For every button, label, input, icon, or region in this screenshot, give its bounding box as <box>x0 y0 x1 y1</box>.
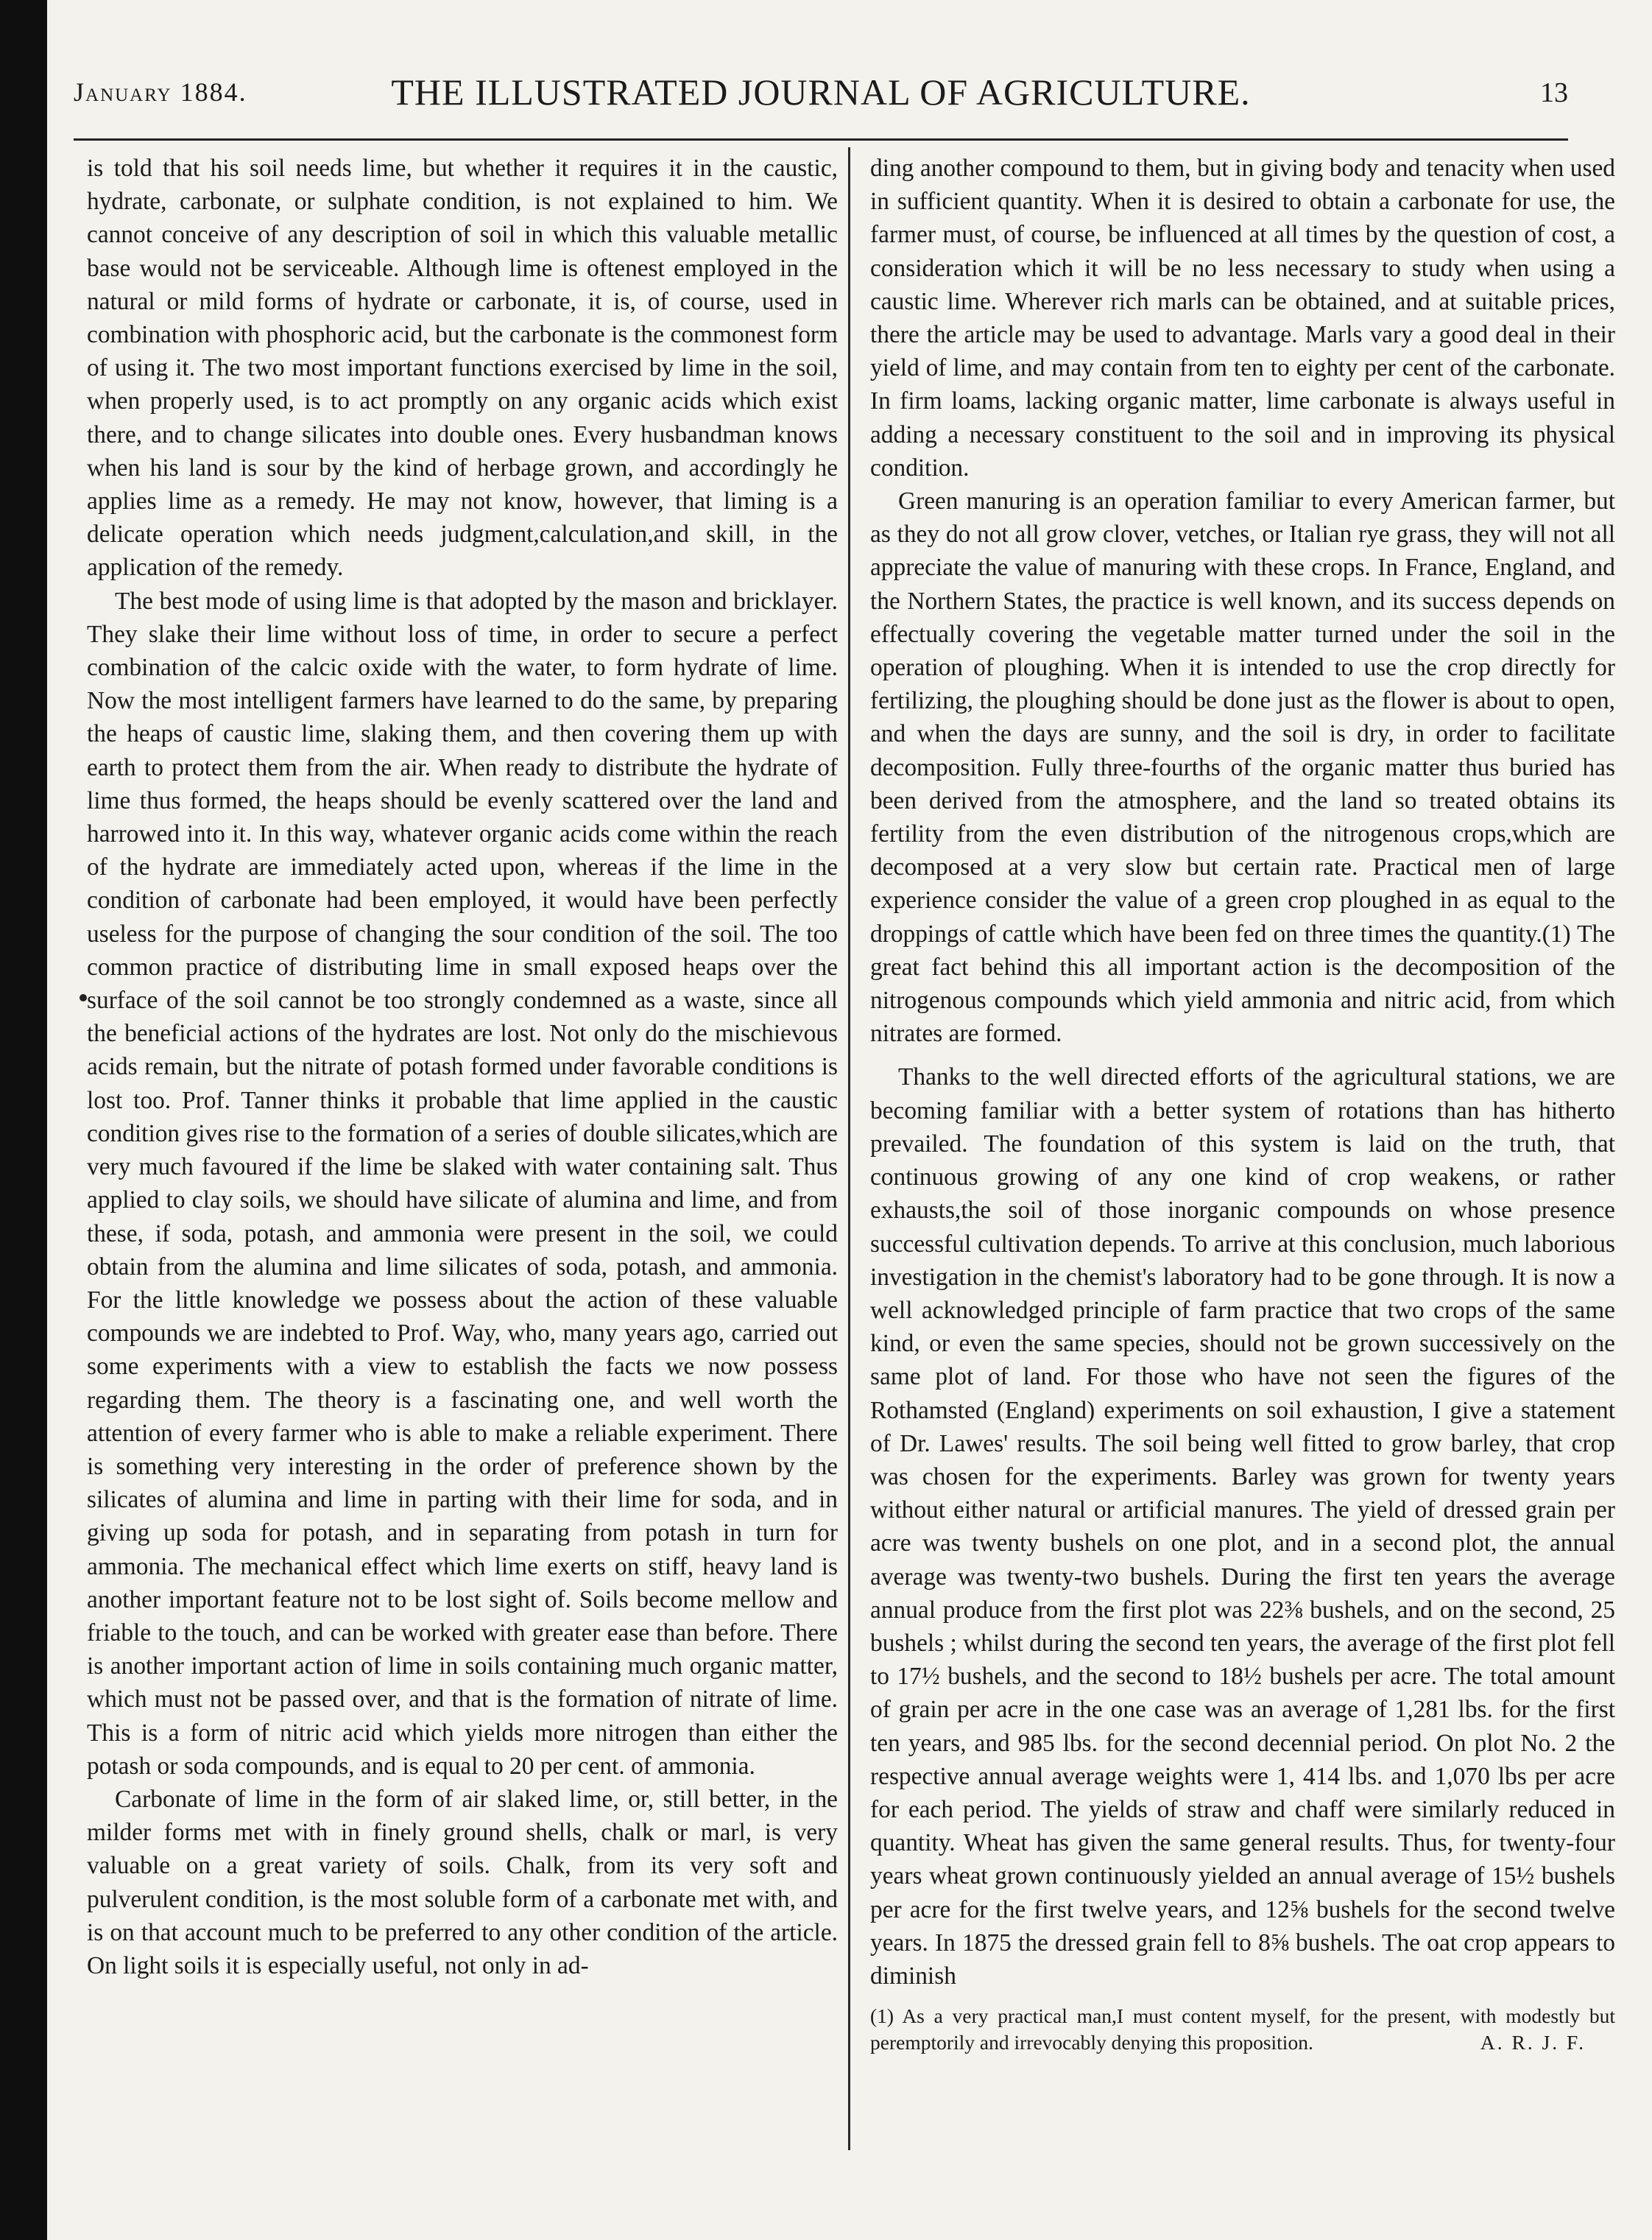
paragraph: ding another compound to them, but in giving body and tenacity when used in sufficient quantity. When it is desired to obtain a carbonate for use, the farmer must, of course, be influenced at all times by the question of cost, a consideration which it will be no less necessary to study when using a caustic lime. Wherever rich marls can be obtained, and at suitable prices, there the article may be used to advantage. Marls vary a good deal in their yield of lime, and may contain from ten to eighty per cent of the carbonate. In firm loams, lacking organic matter, lime carbonate is always useful in adding a necessary constituent to the soil and in improving its physical condition. <box>870 155 1615 482</box>
scan-speck <box>80 994 87 1001</box>
paragraph: The best mode of using lime is that adopted by the mason and bricklayer. They slake their lime without loss of time, in order to secure a perfect combination of the calcic oxide with the water, to form hydrate of lime. Now the most intelligent farmers have learned to do the same, by preparing the heaps of caustic lime, slaking them, and then covering them up with earth to protect them from the air. When ready to distribute the hydrate of lime thus formed, the heaps should be evenly scattered over the land and harrowed into it. In this way, whatever organic acids come within the reach of the hydrate are immediately acted upon, whereas if the lime in the condition of carbonate had been employed, it would have been perfectly useless for the purpose of changing the sour condition of the soil. The too common practice of distributing lime in small exposed heaps over the surface of the soil cannot be too strongly condemned as a waste, since all the beneficial actions of the hydrates are lost. Not only do the mischievous acids remain, but the nitrate of potash formed under favorable conditions is lost too. Prof. Tanner thinks it probable that lime applied in the caustic condition gives rise to the formation of a series of double silicates,which are very much favoured if the lime be slaked with water containing salt. Thus applied to clay soils, we should have silicate of alumina and lime, and from these, if soda, potash, and ammonia were present in the soil, we could obtain from the alumina and lime silicates of soda, potash, and ammonia. For the little knowledge we possess about the action of these valuable compounds we are indebted to Prof. Way, who, many years ago, carried out some experiments with a view to establish the facts we now possess regarding them. The theory is a fascinating one, and well worth the attention of every farmer who is able to make a reliable experiment. There is something very interesting in the order of preference shown by the silicates of alumina and lime in parting with their lime for soda, and in giving up soda for potash, and in separating from potash in turn for ammonia. The mechanical effect which lime exerts on stiff, heavy land is another important feature not to be lost sight of. Soils become mellow and friable to the touch, and can be worked with greater ease than before. There is another important action of lime in soils containing much organic matter, which must not be passed over, and that is the formation of nitrate of lime. This is a form of nitric acid which yields more nitrogen than either the potash or soda compounds, and is equal to 20 per cent. of ammonia. <box>87 587 838 1780</box>
footnote-signature: A. R. J. F. <box>1480 2031 1586 2054</box>
header-rule <box>74 138 1568 141</box>
paragraph: is told that his soil needs lime, but whether it requires it in the caustic, hydrate, carbonate, or sulphate condition, is not explained to him. We cannot conceive of any description of soil in which this valuable metallic base would not be serviceable. Although lime is oftenest employed in the natural or mild forms of hydrate or carbonate, it is, of course, used in combination with phosphoric acid, but the carbonate is the commonest form of using it. The two most important functions exercised by lime in the soil, when properly used, is to act promptly on any organic acids which exist there, and to change silicates into double ones. Every husbandman knows when his land is sour by the kind of herbage grown, and accordingly he applies lime as a remedy. He may not know, however, that liming is a delicate operation which needs judgment,calculation,and skill, in the application of the remedy. <box>87 155 838 582</box>
page-number: 13 <box>1540 77 1568 108</box>
column-divider <box>848 147 850 2150</box>
scan-edge <box>0 0 47 2240</box>
footnote-text: (1) As a very practical man,I must content myself, for the present, with modestly but peremptorily and irrevocably denying this proposition. <box>870 2004 1615 2054</box>
journal-title: THE ILLUSTRATED JOURNAL OF AGRICULTURE. <box>391 71 1251 113</box>
paragraph: Green manuring is an operation familiar to every American farmer, but as they do not all grow clover, vetches, or Italian rye grass, they will not all appreciate the value of manuring with these crops. In France, England, and the Northern States, the practice is well known, and its success depends on effectually covering the vegetable matter turned under the soil in the operation of ploughing. When it is intended to use the crop directly for fertilizing, the ploughing should be done just as the flower is about to open, and when the days are sunny, and the soil is dry, in order to facilitate decomposition. Fully three-fourths of the organic matter thus buried has been derived from the atmosphere, and the land so treated obtains its fertility from the even distribution of the nitrogenous crops,which are decomposed at a very slow but certain rate. Practical men of large experience consider the value of a green crop ploughed in as equal to the droppings of cattle which have been fed on three times the quantity.(1) The great fact behind this all important action is the decomposition of the nitrogenous compounds which yield ammonia and nitric acid, from which nitrates are formed. <box>870 487 1615 1048</box>
footnote <box>870 2003 1615 2056</box>
paragraph: Thanks to the well directed efforts of the agricultural stations, we are becoming familiar with a better system of rotations than has hitherto prevailed. The foundation of this system is laid on the truth, that continuous growing of any one kind of crop weakens, or rather exhausts,the soil of those inorganic compounds on whose presence successful cultivation depends. To arrive at this conclusion, much laborious investigation in the chemist's laboratory had to be gone through. It is now a well acknowledged principle of farm practice that two crops of the same kind, or even the same species, should not be grown successively on the same plot of land. For those who have not seen the figures of the Rothamsted (England) experiments on soil exhaustion, I give a statement of Dr. Lawes' results. The soil being well fitted to grow barley, that crop was chosen for the experiments. Barley was grown for twenty years without either natural or artificial manures. The yield of dressed grain per acre was twenty bushels on one plot, and in a second plot, the annual average was twenty-two bushels. During the first ten years the average annual produce from the first plot was 22⅜ bushels, and on the second, 25 bushels ; whilst during the second ten years, the average of the first plot fell to 17½ bushels, and the second to 18½ bushels per acre. The total amount of grain per acre in the one case was an average of 1,281 lbs. for the first ten years, and 985 lbs. for the second decennial period. On plot No. 2 the respective annual average weights were 1, 414 lbs. and 1,070 lbs per acre for each period. The yields of straw and chaff were similarly reduced in quantity. Wheat has given the same general results. Thus, for twenty-four years wheat grown continuously yielded an annual average of 15½ bushels per acre for the first twelve years, and 12⅝ bushels for the second twelve years. In 1875 the dressed grain fell to 8⅝ bushels. The oat crop appears to diminish <box>870 1063 1615 1990</box>
paragraph: Carbonate of lime in the form of air slaked lime, or, still better, in the milder forms met with in finely ground shells, chalk or marl, is very valuable on a great variety of soils. Chalk, from its very soft and pulverulent condition, is the most soluble form of a carbonate met with, and is on that account much to be preferred to any other condition of the article. On light soils it is especially useful, not only in ad- <box>87 1785 838 1979</box>
right-column <box>870 152 1615 2056</box>
running-header <box>74 71 1568 119</box>
issue-date: January 1884. <box>74 77 247 107</box>
left-column <box>87 152 838 1982</box>
